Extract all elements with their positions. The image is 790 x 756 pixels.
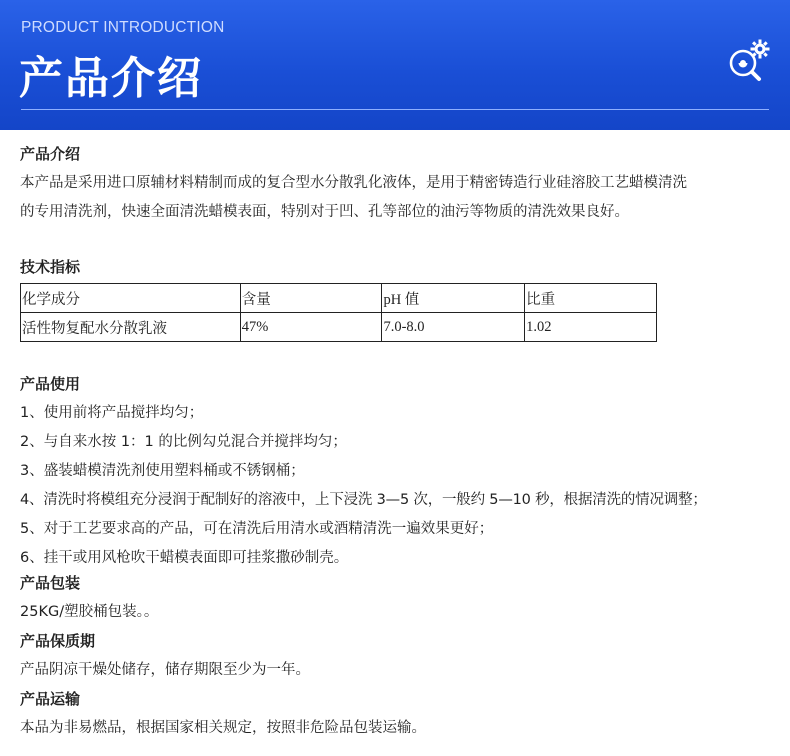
packaging-heading: 产品包装 <box>20 574 81 592</box>
spec-header-cell: 含量 <box>240 284 382 313</box>
spec-data-row <box>21 313 657 342</box>
spec-cell: 活性物复配水分散乳液 <box>21 313 241 342</box>
transport-text: 本品为非易燃品，根据国家相关规定，按照非危险品包装运输。 <box>20 720 426 736</box>
intro-line-1: 本产品是采用进口原辅材料精制而成的复合型水分散乳化液体，是用于精密铸造行业硅溶胶工艺蜡模清洗 <box>20 175 687 191</box>
usage-heading: 产品使用 <box>20 375 81 393</box>
gear-magnifier-icon <box>722 36 772 86</box>
banner-divider <box>21 109 769 110</box>
shelf-life-text: 产品阴凉干燥处储存，储存期限至少为一年。 <box>20 662 310 678</box>
intro-heading: 产品介绍 <box>20 145 81 163</box>
banner-title: 产品介绍 <box>19 53 203 104</box>
specs-section <box>20 253 657 342</box>
spec-header-cell: pH 值 <box>382 284 525 313</box>
specs-heading: 技术指标 <box>20 258 81 276</box>
spec-header-row <box>21 284 657 313</box>
usage-step: 1、使用前将产品搅拌均匀； <box>20 405 204 421</box>
usage-section <box>20 370 707 573</box>
spec-header-cell: 化学成分 <box>21 284 241 313</box>
spec-table <box>20 283 657 342</box>
usage-step: 5、对于工艺要求高的产品，可在清洗后用清水或酒精清洗一遍效果更好； <box>20 521 494 537</box>
intro-line-2: 的专用清洗剂，快速全面清洗蜡模表面，特别对于凹、孔等部位的油污等物质的清洗效果良好。 <box>20 204 629 220</box>
usage-step: 2、与自来水按 1：1 的比例勾兑混合并搅拌均匀； <box>20 434 347 450</box>
usage-step: 4、清洗时将模组充分浸润于配制好的溶液中，上下浸洗 3—5 次，一般约 5—10 秒，根据清洗的情况调整； <box>20 492 707 508</box>
usage-step: 3、盛装蜡模清洗剂使用塑料桶或不锈钢桶； <box>20 463 305 479</box>
banner-subtitle: PRODUCT INTRODUCTION <box>21 19 225 36</box>
spec-cell: 1.02 <box>525 313 657 342</box>
shelf-life-heading: 产品保质期 <box>20 632 96 650</box>
spec-header-cell: 比重 <box>525 284 657 313</box>
packaging-text: 25KG/塑胶桶包装。。 <box>20 604 159 620</box>
intro-section <box>20 140 687 227</box>
spec-cell: 7.0-8.0 <box>382 313 525 342</box>
spec-cell: 47% <box>240 313 382 342</box>
shelf-life-section <box>20 627 310 685</box>
header-banner <box>0 0 790 130</box>
transport-heading: 产品运输 <box>20 690 81 708</box>
transport-section <box>20 685 426 743</box>
usage-step: 6、挂干或用风枪吹干蜡模表面即可挂浆撒砂制壳。 <box>20 550 349 566</box>
packaging-section <box>20 569 158 627</box>
